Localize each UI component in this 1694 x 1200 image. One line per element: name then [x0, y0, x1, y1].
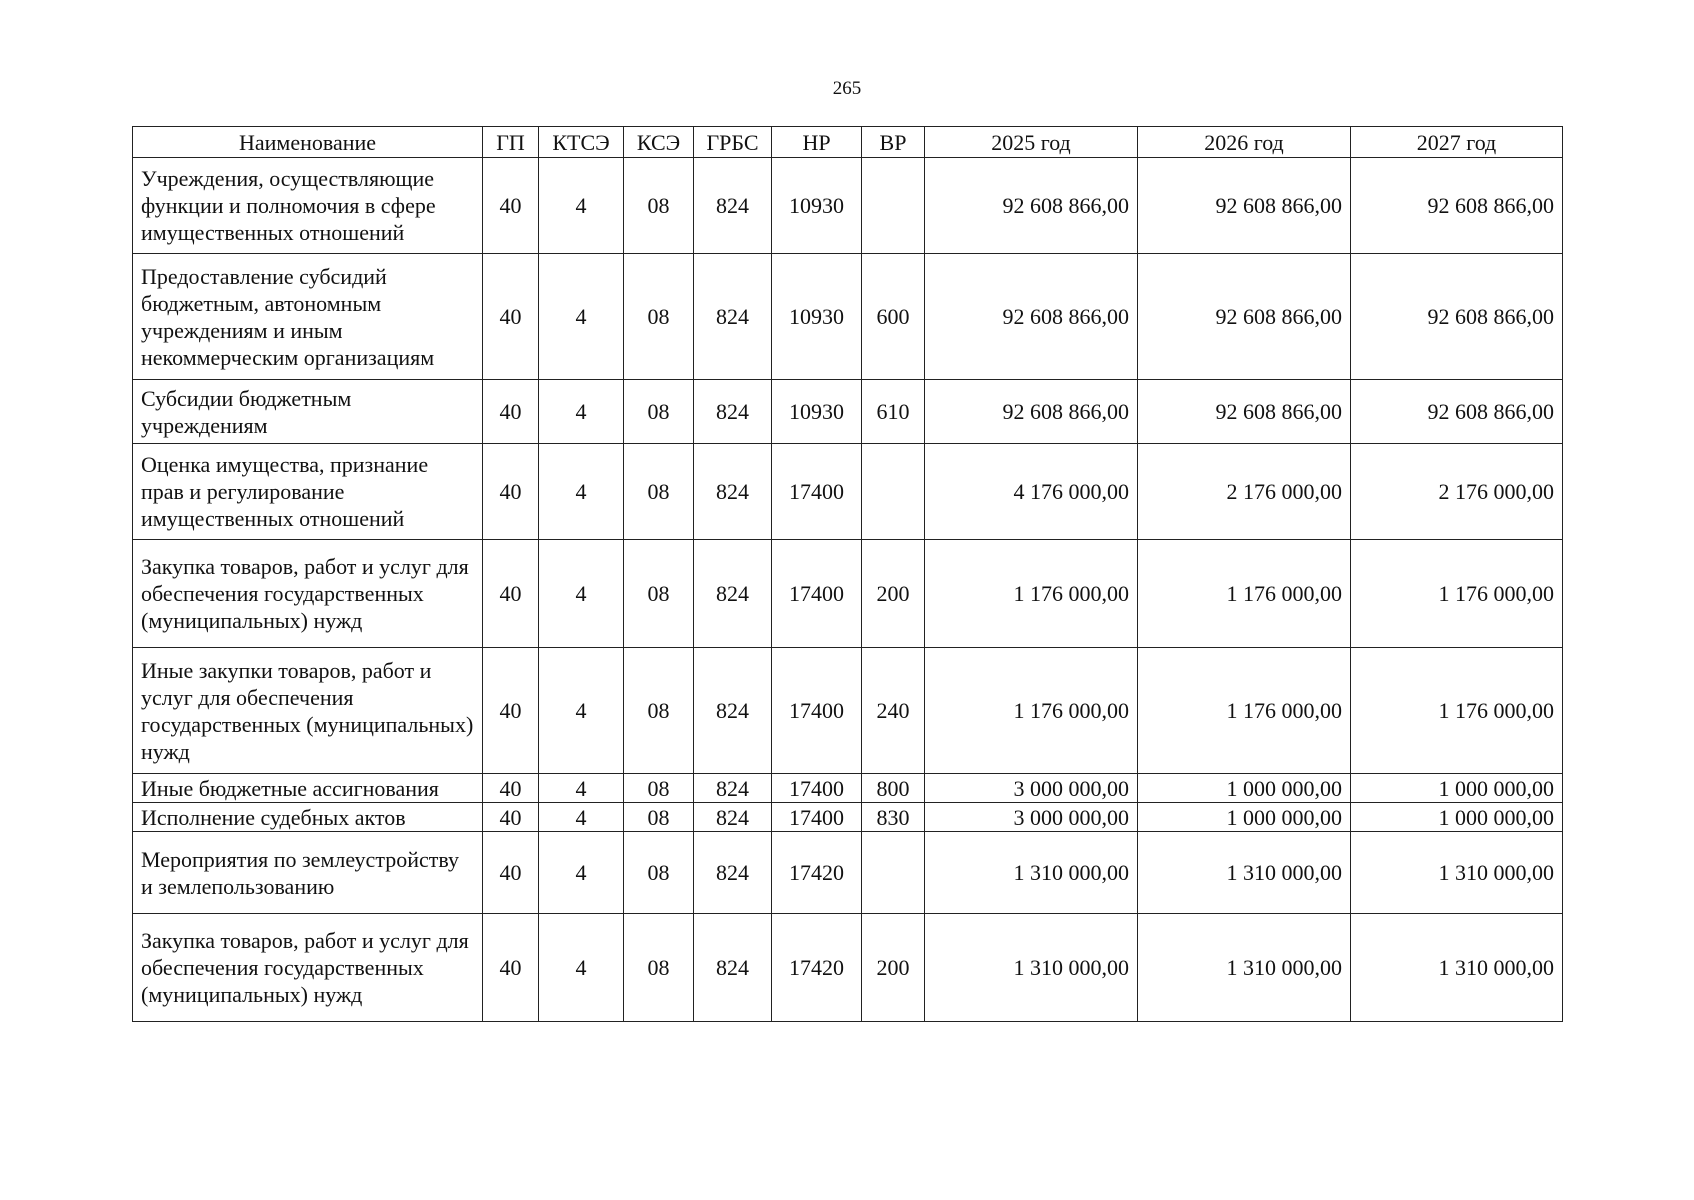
cell-gp: 40: [483, 540, 539, 648]
cell-gp: 40: [483, 914, 539, 1022]
cell-name: Закупка товаров, работ и услуг для обеспечения государственных (муниципальных) нужд: [133, 914, 483, 1022]
cell-2025: 1 310 000,00: [925, 914, 1138, 1022]
cell-ktse: 4: [539, 832, 624, 914]
cell-kse: 08: [624, 914, 694, 1022]
cell-2025: 1 176 000,00: [925, 540, 1138, 648]
cell-nr: 17400: [772, 774, 862, 803]
cell-2026: 92 608 866,00: [1138, 254, 1351, 380]
cell-nr: 17400: [772, 648, 862, 774]
cell-kse: 08: [624, 803, 694, 832]
cell-grbs: 824: [694, 832, 772, 914]
cell-ktse: 4: [539, 380, 624, 444]
cell-grbs: 824: [694, 803, 772, 832]
cell-2027: 1 310 000,00: [1351, 914, 1563, 1022]
header-2026: 2026 год: [1138, 127, 1351, 158]
cell-gp: 40: [483, 648, 539, 774]
header-grbs: ГРБС: [694, 127, 772, 158]
cell-nr: 17400: [772, 540, 862, 648]
cell-2026: 1 000 000,00: [1138, 774, 1351, 803]
cell-kse: 08: [624, 444, 694, 540]
cell-vr: 240: [862, 648, 925, 774]
cell-vr: 830: [862, 803, 925, 832]
cell-2027: 1 176 000,00: [1351, 648, 1563, 774]
table-row: [133, 648, 1563, 774]
cell-gp: 40: [483, 774, 539, 803]
table-row: [133, 158, 1563, 254]
cell-grbs: 824: [694, 380, 772, 444]
cell-2027: 1 000 000,00: [1351, 774, 1563, 803]
cell-2026: 92 608 866,00: [1138, 158, 1351, 254]
cell-2026: 92 608 866,00: [1138, 380, 1351, 444]
cell-2025: 4 176 000,00: [925, 444, 1138, 540]
cell-gp: 40: [483, 832, 539, 914]
cell-vr: [862, 158, 925, 254]
cell-name: Иные закупки товаров, работ и услуг для обеспечения государственных (муниципальных) нужд: [133, 648, 483, 774]
table-row: [133, 380, 1563, 444]
cell-ktse: 4: [539, 444, 624, 540]
header-vr: ВР: [862, 127, 925, 158]
cell-2025: 92 608 866,00: [925, 254, 1138, 380]
header-2027: 2027 год: [1351, 127, 1563, 158]
cell-2027: 2 176 000,00: [1351, 444, 1563, 540]
cell-vr: 600: [862, 254, 925, 380]
cell-2025: 3 000 000,00: [925, 803, 1138, 832]
table-row: [133, 254, 1563, 380]
cell-2025: 92 608 866,00: [925, 158, 1138, 254]
cell-2025: 92 608 866,00: [925, 380, 1138, 444]
cell-nr: 10930: [772, 380, 862, 444]
cell-grbs: 824: [694, 158, 772, 254]
cell-name: Исполнение судебных актов: [133, 803, 483, 832]
cell-2026: 1 000 000,00: [1138, 803, 1351, 832]
table-row: [133, 774, 1563, 803]
cell-grbs: 824: [694, 648, 772, 774]
cell-name: Закупка товаров, работ и услуг для обеспечения государственных (муниципальных) нужд: [133, 540, 483, 648]
header-kse: КСЭ: [624, 127, 694, 158]
cell-nr: 17400: [772, 803, 862, 832]
cell-2026: 1 310 000,00: [1138, 832, 1351, 914]
cell-gp: 40: [483, 380, 539, 444]
cell-grbs: 824: [694, 540, 772, 648]
cell-kse: 08: [624, 254, 694, 380]
cell-name: Иные бюджетные ассигнования: [133, 774, 483, 803]
cell-vr: [862, 832, 925, 914]
cell-ktse: 4: [539, 803, 624, 832]
header-name: Наименование: [133, 127, 483, 158]
cell-kse: 08: [624, 540, 694, 648]
cell-2027: 92 608 866,00: [1351, 254, 1563, 380]
cell-2027: 1 310 000,00: [1351, 832, 1563, 914]
table-row: [133, 803, 1563, 832]
table-row: [133, 540, 1563, 648]
cell-kse: 08: [624, 158, 694, 254]
cell-ktse: 4: [539, 158, 624, 254]
cell-ktse: 4: [539, 254, 624, 380]
cell-grbs: 824: [694, 254, 772, 380]
cell-name: Мероприятия по землеустройству и землепользованию: [133, 832, 483, 914]
table-header-row: [133, 127, 1563, 158]
table-row: [133, 914, 1563, 1022]
cell-grbs: 824: [694, 774, 772, 803]
header-gp: ГП: [483, 127, 539, 158]
cell-nr: 17420: [772, 914, 862, 1022]
cell-2027: 92 608 866,00: [1351, 380, 1563, 444]
table-row: [133, 444, 1563, 540]
cell-2025: 3 000 000,00: [925, 774, 1138, 803]
cell-vr: 200: [862, 914, 925, 1022]
cell-name: Субсидии бюджетным учреждениям: [133, 380, 483, 444]
cell-2026: 1 310 000,00: [1138, 914, 1351, 1022]
cell-name: Учреждения, осуществляющие функции и полномочия в сфере имущественных отношений: [133, 158, 483, 254]
cell-gp: 40: [483, 158, 539, 254]
cell-gp: 40: [483, 254, 539, 380]
cell-nr: 17400: [772, 444, 862, 540]
header-ktse: КТСЭ: [539, 127, 624, 158]
cell-kse: 08: [624, 648, 694, 774]
cell-vr: 800: [862, 774, 925, 803]
cell-vr: 200: [862, 540, 925, 648]
cell-ktse: 4: [539, 540, 624, 648]
cell-2025: 1 310 000,00: [925, 832, 1138, 914]
cell-nr: 10930: [772, 158, 862, 254]
cell-kse: 08: [624, 774, 694, 803]
cell-name: Предоставление субсидий бюджетным, автономным учреждениям и иным некоммерческим организациям: [133, 254, 483, 380]
cell-name: Оценка имущества, признание прав и регулирование имущественных отношений: [133, 444, 483, 540]
cell-gp: 40: [483, 803, 539, 832]
cell-grbs: 824: [694, 914, 772, 1022]
cell-vr: 610: [862, 380, 925, 444]
table-row: [133, 832, 1563, 914]
cell-2027: 1 000 000,00: [1351, 803, 1563, 832]
cell-ktse: 4: [539, 914, 624, 1022]
header-nr: НР: [772, 127, 862, 158]
cell-ktse: 4: [539, 648, 624, 774]
cell-2027: 92 608 866,00: [1351, 158, 1563, 254]
cell-2026: 2 176 000,00: [1138, 444, 1351, 540]
header-2025: 2025 год: [925, 127, 1138, 158]
cell-nr: 10930: [772, 254, 862, 380]
cell-2026: 1 176 000,00: [1138, 540, 1351, 648]
budget-table: [132, 126, 1563, 1022]
cell-kse: 08: [624, 832, 694, 914]
cell-2026: 1 176 000,00: [1138, 648, 1351, 774]
cell-nr: 17420: [772, 832, 862, 914]
cell-kse: 08: [624, 380, 694, 444]
cell-grbs: 824: [694, 444, 772, 540]
cell-ktse: 4: [539, 774, 624, 803]
cell-gp: 40: [483, 444, 539, 540]
page-number: 265: [832, 78, 862, 99]
cell-2025: 1 176 000,00: [925, 648, 1138, 774]
cell-2027: 1 176 000,00: [1351, 540, 1563, 648]
cell-vr: [862, 444, 925, 540]
